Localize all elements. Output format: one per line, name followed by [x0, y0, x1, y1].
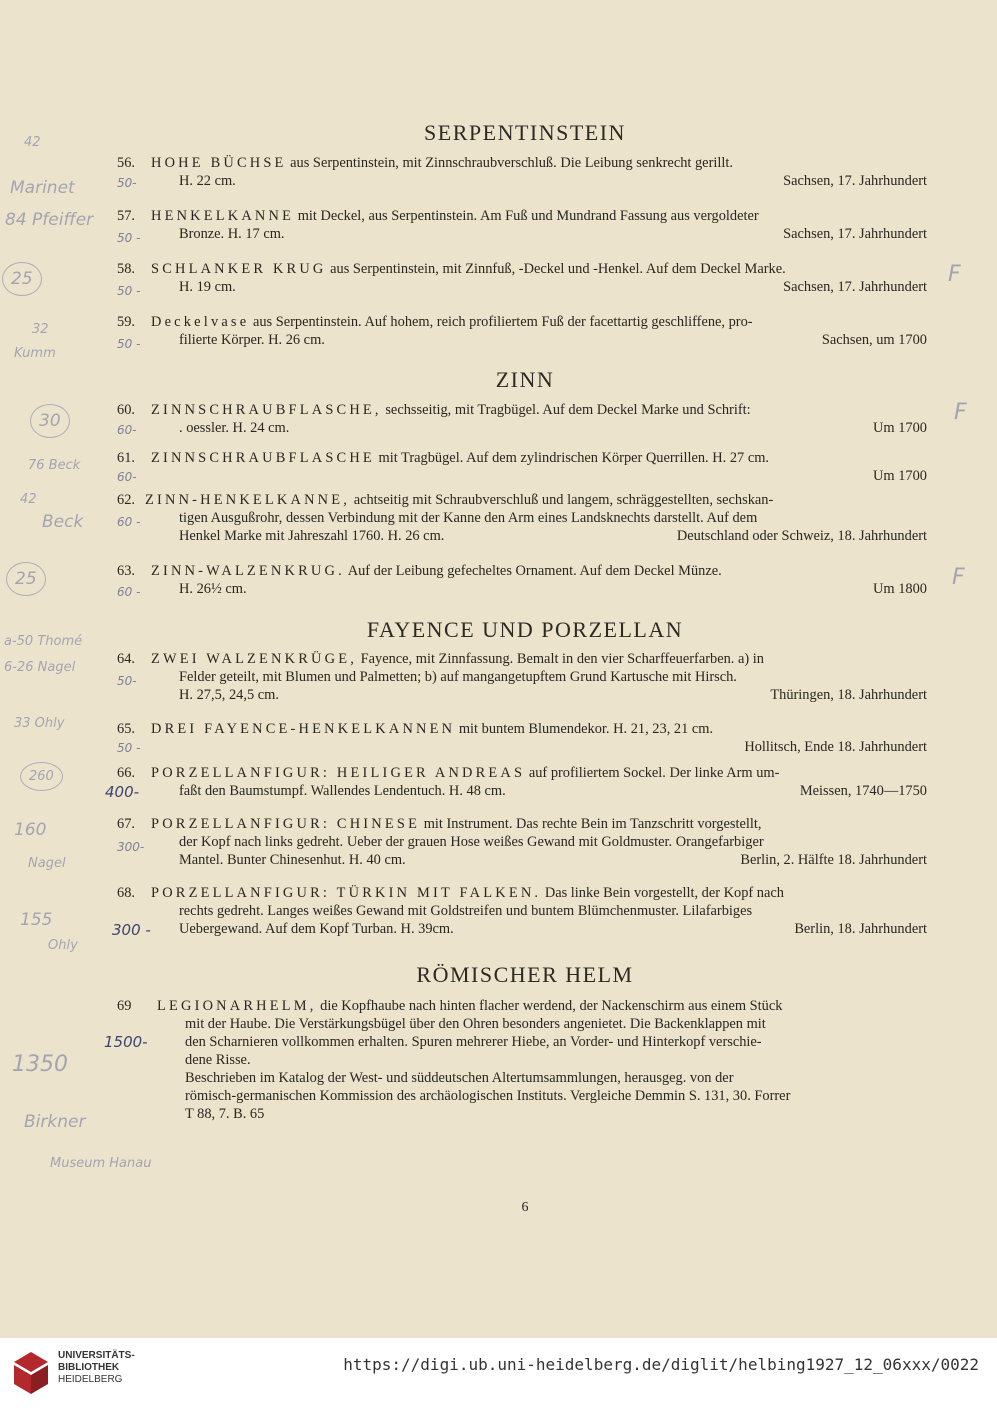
estimate-price: 50- — [117, 176, 137, 190]
catalog-entry-61 — [117, 449, 927, 485]
catalog-entry-58 — [117, 260, 927, 296]
entry-description: achtseitig mit Schraubverschluß und langem, schräggestellten, sechskan- — [353, 492, 774, 508]
entry-description: Das linke Bein vorgestellt, der Kopf nach — [544, 885, 784, 901]
entry-origin: Sachsen, 17. Jahrhundert — [783, 173, 927, 189]
margin-note-buyer: Marinet — [10, 178, 75, 198]
section-heading-fayence: FAYENCE UND PORZELLAN — [366, 617, 684, 642]
margin-note: 155 — [20, 910, 53, 930]
entry-number: 58. — [117, 261, 135, 277]
margin-note-circled: 25 — [6, 562, 46, 596]
estimate-price: 60 - — [117, 515, 141, 529]
entry-origin: Sachsen, um 1700 — [821, 332, 927, 348]
entry-description: mit Deckel, aus Serpentinstein. Am Fuß und Mundrand Fassung aus vergoldeter — [297, 208, 759, 224]
entry-description: die Kopfhaube nach hinten flacher werdend, der Nackenschirm aus einem Stück — [320, 998, 783, 1014]
entry-title: PORZELLANFIGUR: TÜRKIN MIT FALKEN. — [151, 885, 542, 901]
entry-title: PORZELLANFIGUR: CHINESE — [151, 816, 421, 832]
catalog-entry-66 — [117, 764, 927, 800]
entry-origin: Berlin, 2. Hälfte 18. Jahrhundert — [740, 852, 927, 868]
entry-dimensions: Uebergewand. Auf dem Kopf Turban. H. 39cm. — [179, 921, 454, 937]
entry-description-cont: dene Risse. — [185, 1052, 251, 1068]
entry-dimensions: Mantel. Bunter Chinesenhut. H. 40 cm. — [179, 852, 406, 868]
entry-title: DREI FAYENCE-HENKELKANNEN — [151, 721, 456, 737]
margin-note-buyer: 76 Beck — [28, 458, 81, 473]
entry-number: 67. — [117, 816, 135, 832]
entry-dimensions: H. 27,5, 24,5 cm. — [179, 687, 279, 703]
entry-description-cont: mit der Haube. Die Verstärkungsbügel über den Ohren besonders angenietet. Die Backenklappen mit — [185, 1016, 766, 1032]
estimate-price: 50 - — [117, 741, 141, 755]
logo-line: UNIVERSITÄTS- — [58, 1350, 135, 1361]
catalog-entry-62 — [117, 491, 927, 545]
entry-dimensions: . oessler. H. 24 cm. — [179, 420, 290, 436]
entry-origin: Thüringen, 18. Jahrhundert — [770, 687, 927, 703]
catalog-entry-56 — [117, 154, 927, 190]
margin-note-buyer: Beck — [42, 512, 84, 532]
entry-title: ZINNSCHRAUBFLASCHE, — [151, 402, 382, 418]
margin-note-buyer: 33 Ohly — [14, 716, 65, 731]
entry-title: HENKELKANNE — [151, 208, 295, 224]
entry-description-cont: den Scharnieren vollkommen erhalten. Spuren mehrerer Hiebe, an Vorder- und Hinterkopf verschie- — [185, 1034, 762, 1050]
entry-title: Deckelvase — [151, 314, 250, 330]
estimate-price: 60- — [117, 423, 137, 437]
margin-mark: F — [952, 565, 965, 590]
page-number: 6 — [521, 1200, 529, 1215]
estimate-price: 50- — [117, 674, 137, 688]
entry-title: HOHE BÜCHSE — [151, 155, 287, 171]
entry-description-cont: der Kopf nach links gedreht. Ueber der grauen Hose weißes Gewand mit Goldmuster. Orangefarbiger — [179, 834, 764, 850]
margin-note-buyer: Ohly — [48, 938, 78, 953]
entry-number: 62. — [117, 492, 135, 508]
estimate-price: 50 - — [117, 284, 141, 298]
entry-number: 68. — [117, 885, 135, 901]
entry-number: 63. — [117, 563, 135, 579]
entry-literature-cont: römisch-germanischen Kommission des archäologischen Instituts. Vergleiche Demmin S. 131, 30. Forrer — [185, 1088, 791, 1104]
catalog-entry-63 — [117, 562, 927, 598]
catalog-entry-59 — [117, 313, 927, 349]
margin-note-buyer: 84 Pfeiffer — [5, 210, 94, 230]
margin-note-circled: 30 — [30, 404, 70, 438]
entry-dimensions: H. 26½ cm. — [179, 581, 247, 597]
section-heading-helm: RÖMISCHER HELM — [416, 962, 634, 987]
catalog-entry-60 — [117, 401, 927, 437]
entry-origin: Um 1700 — [873, 420, 927, 436]
entry-origin: Um 1800 — [873, 581, 927, 597]
estimate-price: 50 - — [117, 231, 141, 245]
entry-origin: Deutschland oder Schweiz, 18. Jahrhundert — [676, 528, 927, 544]
entry-origin: Sachsen, 17. Jahrhundert — [783, 279, 927, 295]
estimate-price: 60- — [117, 470, 137, 484]
entry-number: 56. — [117, 155, 135, 171]
entry-description-cont: Felder geteilt, mit Blumen und Palmetten; b) auf mangangetupftem Grund Kartusche mit Hirsch. — [179, 669, 737, 685]
entry-number: 57. — [117, 208, 135, 224]
catalog-entry-67 — [117, 815, 927, 869]
margin-note-buyer: 6-26 Nagel — [4, 660, 76, 675]
entry-description: auf profiliertem Sockel. Der linke Arm um- — [528, 765, 780, 781]
entry-description: Fayence, mit Zinnfassung. Bemalt in den vier Scharffeuerfarben. a) in — [360, 651, 764, 667]
entry-dimensions: faßt den Baumstumpf. Wallendes Lendentuch. H. 48 cm. — [179, 783, 506, 799]
margin-note: 42 — [20, 492, 37, 507]
catalog-entry-64 — [117, 650, 927, 704]
entry-number: 59. — [117, 314, 135, 330]
entry-title: ZWEI WALZENKRÜGE, — [151, 651, 357, 667]
entry-description-cont: rechts gedreht. Langes weißes Gewand mit Goldstreifen und buntem Blümchenmuster. Lilafarbiges — [179, 903, 753, 919]
entry-description-cont: tigen Ausgußrohr, dessen Verbindung mit der Kanne den Arm eines Landsknechts darstellt. Auf dem — [179, 510, 758, 526]
margin-note-buyer: Museum Hanau — [50, 1156, 152, 1171]
library-logo-icon — [12, 1350, 50, 1396]
entry-description: aus Serpentinstein. Auf hohem, reich profiliertem Fuß der facettartig geschliffene, pro- — [252, 314, 753, 330]
entry-origin: Berlin, 18. Jahrhundert — [794, 921, 927, 937]
entry-title: PORZELLANFIGUR: HEILIGER ANDREAS — [151, 765, 526, 781]
logo-line: HEIDELBERG — [58, 1374, 123, 1385]
entry-description: sechsseitig, mit Tragbügel. Auf dem Deckel Marke und Schrift: — [385, 402, 751, 418]
estimate-price: 50 - — [117, 337, 141, 351]
library-logo-text — [58, 1350, 135, 1386]
entry-origin: Um 1700 — [873, 468, 927, 484]
margin-note: 160 — [14, 820, 47, 840]
entry-title: ZINN-HENKELKANNE, — [145, 492, 351, 508]
entry-number: 69 — [117, 998, 132, 1014]
permalink-url[interactable]: https://digi.ub.uni-heidelberg.de/diglit/helbing1927_12_06xxx/0022 — [343, 1355, 979, 1374]
margin-note: 32 — [32, 322, 49, 337]
entry-number: 61. — [117, 450, 135, 466]
margin-note-price: 1350 — [12, 1052, 68, 1077]
margin-note-buyer: Nagel — [28, 856, 66, 871]
logo-line: BIBLIOTHEK — [58, 1362, 120, 1373]
entry-description: mit Instrument. Das rechte Bein im Tanzschritt vorgestellt, — [423, 816, 762, 832]
catalog-entry-65 — [117, 720, 927, 756]
entry-title: ZINN-WALZENKRUG. — [151, 563, 345, 579]
margin-note-circled: 25 — [2, 262, 42, 296]
viewer-footer — [0, 1338, 997, 1413]
estimate-price: 400- — [105, 783, 140, 801]
entry-literature-cont: T 88, 7. B. 65 — [185, 1106, 265, 1122]
margin-note: 42 — [24, 135, 41, 150]
margin-note-buyer: a-50 Thomé — [4, 634, 83, 649]
estimate-price: 1500- — [104, 1033, 148, 1051]
entry-literature: Beschrieben im Katalog der West- und süddeutschen Altertumsammlungen, herausgeg. von der — [185, 1070, 734, 1086]
entry-dimensions: H. 22 cm. — [179, 173, 236, 189]
margin-note-buyer: Kumm — [14, 346, 56, 361]
catalog-entry-57 — [117, 207, 927, 243]
margin-note-circled: 260 — [20, 762, 63, 791]
entry-dimensions: filierte Körper. H. 26 cm. — [179, 332, 325, 348]
entry-description: mit Tragbügel. Auf dem zylindrischen Körper Querrillen. H. 27 cm. — [378, 450, 770, 466]
estimate-price: 300 - — [112, 921, 151, 939]
entry-dimensions: Henkel Marke mit Jahreszahl 1760. H. 26 cm. — [179, 528, 445, 544]
entry-number: 64. — [117, 651, 135, 667]
entry-description: aus Serpentinstein, mit Zinnfuß, -Deckel und -Henkel. Auf dem Deckel Marke. — [330, 261, 786, 277]
section-heading-serpentinstein: SERPENTINSTEIN — [424, 120, 626, 145]
entry-origin: Meissen, 1740—1750 — [799, 783, 927, 799]
entry-dimensions: H. 19 cm. — [179, 279, 236, 295]
margin-mark: F — [948, 262, 961, 287]
entry-origin: Sachsen, 17. Jahrhundert — [783, 226, 927, 242]
entry-origin: Hollitsch, Ende 18. Jahrhundert — [744, 739, 927, 755]
entry-description: aus Serpentinstein, mit Zinnschraubverschluß. Die Leibung senkrecht gerillt. — [290, 155, 733, 171]
entry-title: ZINNSCHRAUBFLASCHE — [151, 450, 375, 466]
entry-number: 60. — [117, 402, 135, 418]
estimate-price: 300- — [117, 840, 145, 854]
entry-number: 65. — [117, 721, 135, 737]
margin-mark: F — [954, 400, 967, 425]
catalog-entry-68 — [117, 884, 927, 938]
section-heading-zinn: ZINN — [495, 367, 555, 392]
entry-description: mit buntem Blumendekor. H. 21, 23, 21 cm. — [458, 721, 714, 737]
catalog-entry-69 — [117, 997, 927, 1123]
entry-title: SCHLANKER KRUG — [151, 261, 327, 277]
entry-description: Auf der Leibung gefecheltes Ornament. Auf dem Deckel Münze. — [347, 563, 722, 579]
margin-note-buyer: Birkner — [24, 1112, 86, 1132]
entry-title: LEGIONARHELM, — [157, 998, 317, 1014]
estimate-price: 60 - — [117, 585, 141, 599]
entry-dimensions: Bronze. H. 17 cm. — [179, 226, 285, 242]
entry-number: 66. — [117, 765, 135, 781]
